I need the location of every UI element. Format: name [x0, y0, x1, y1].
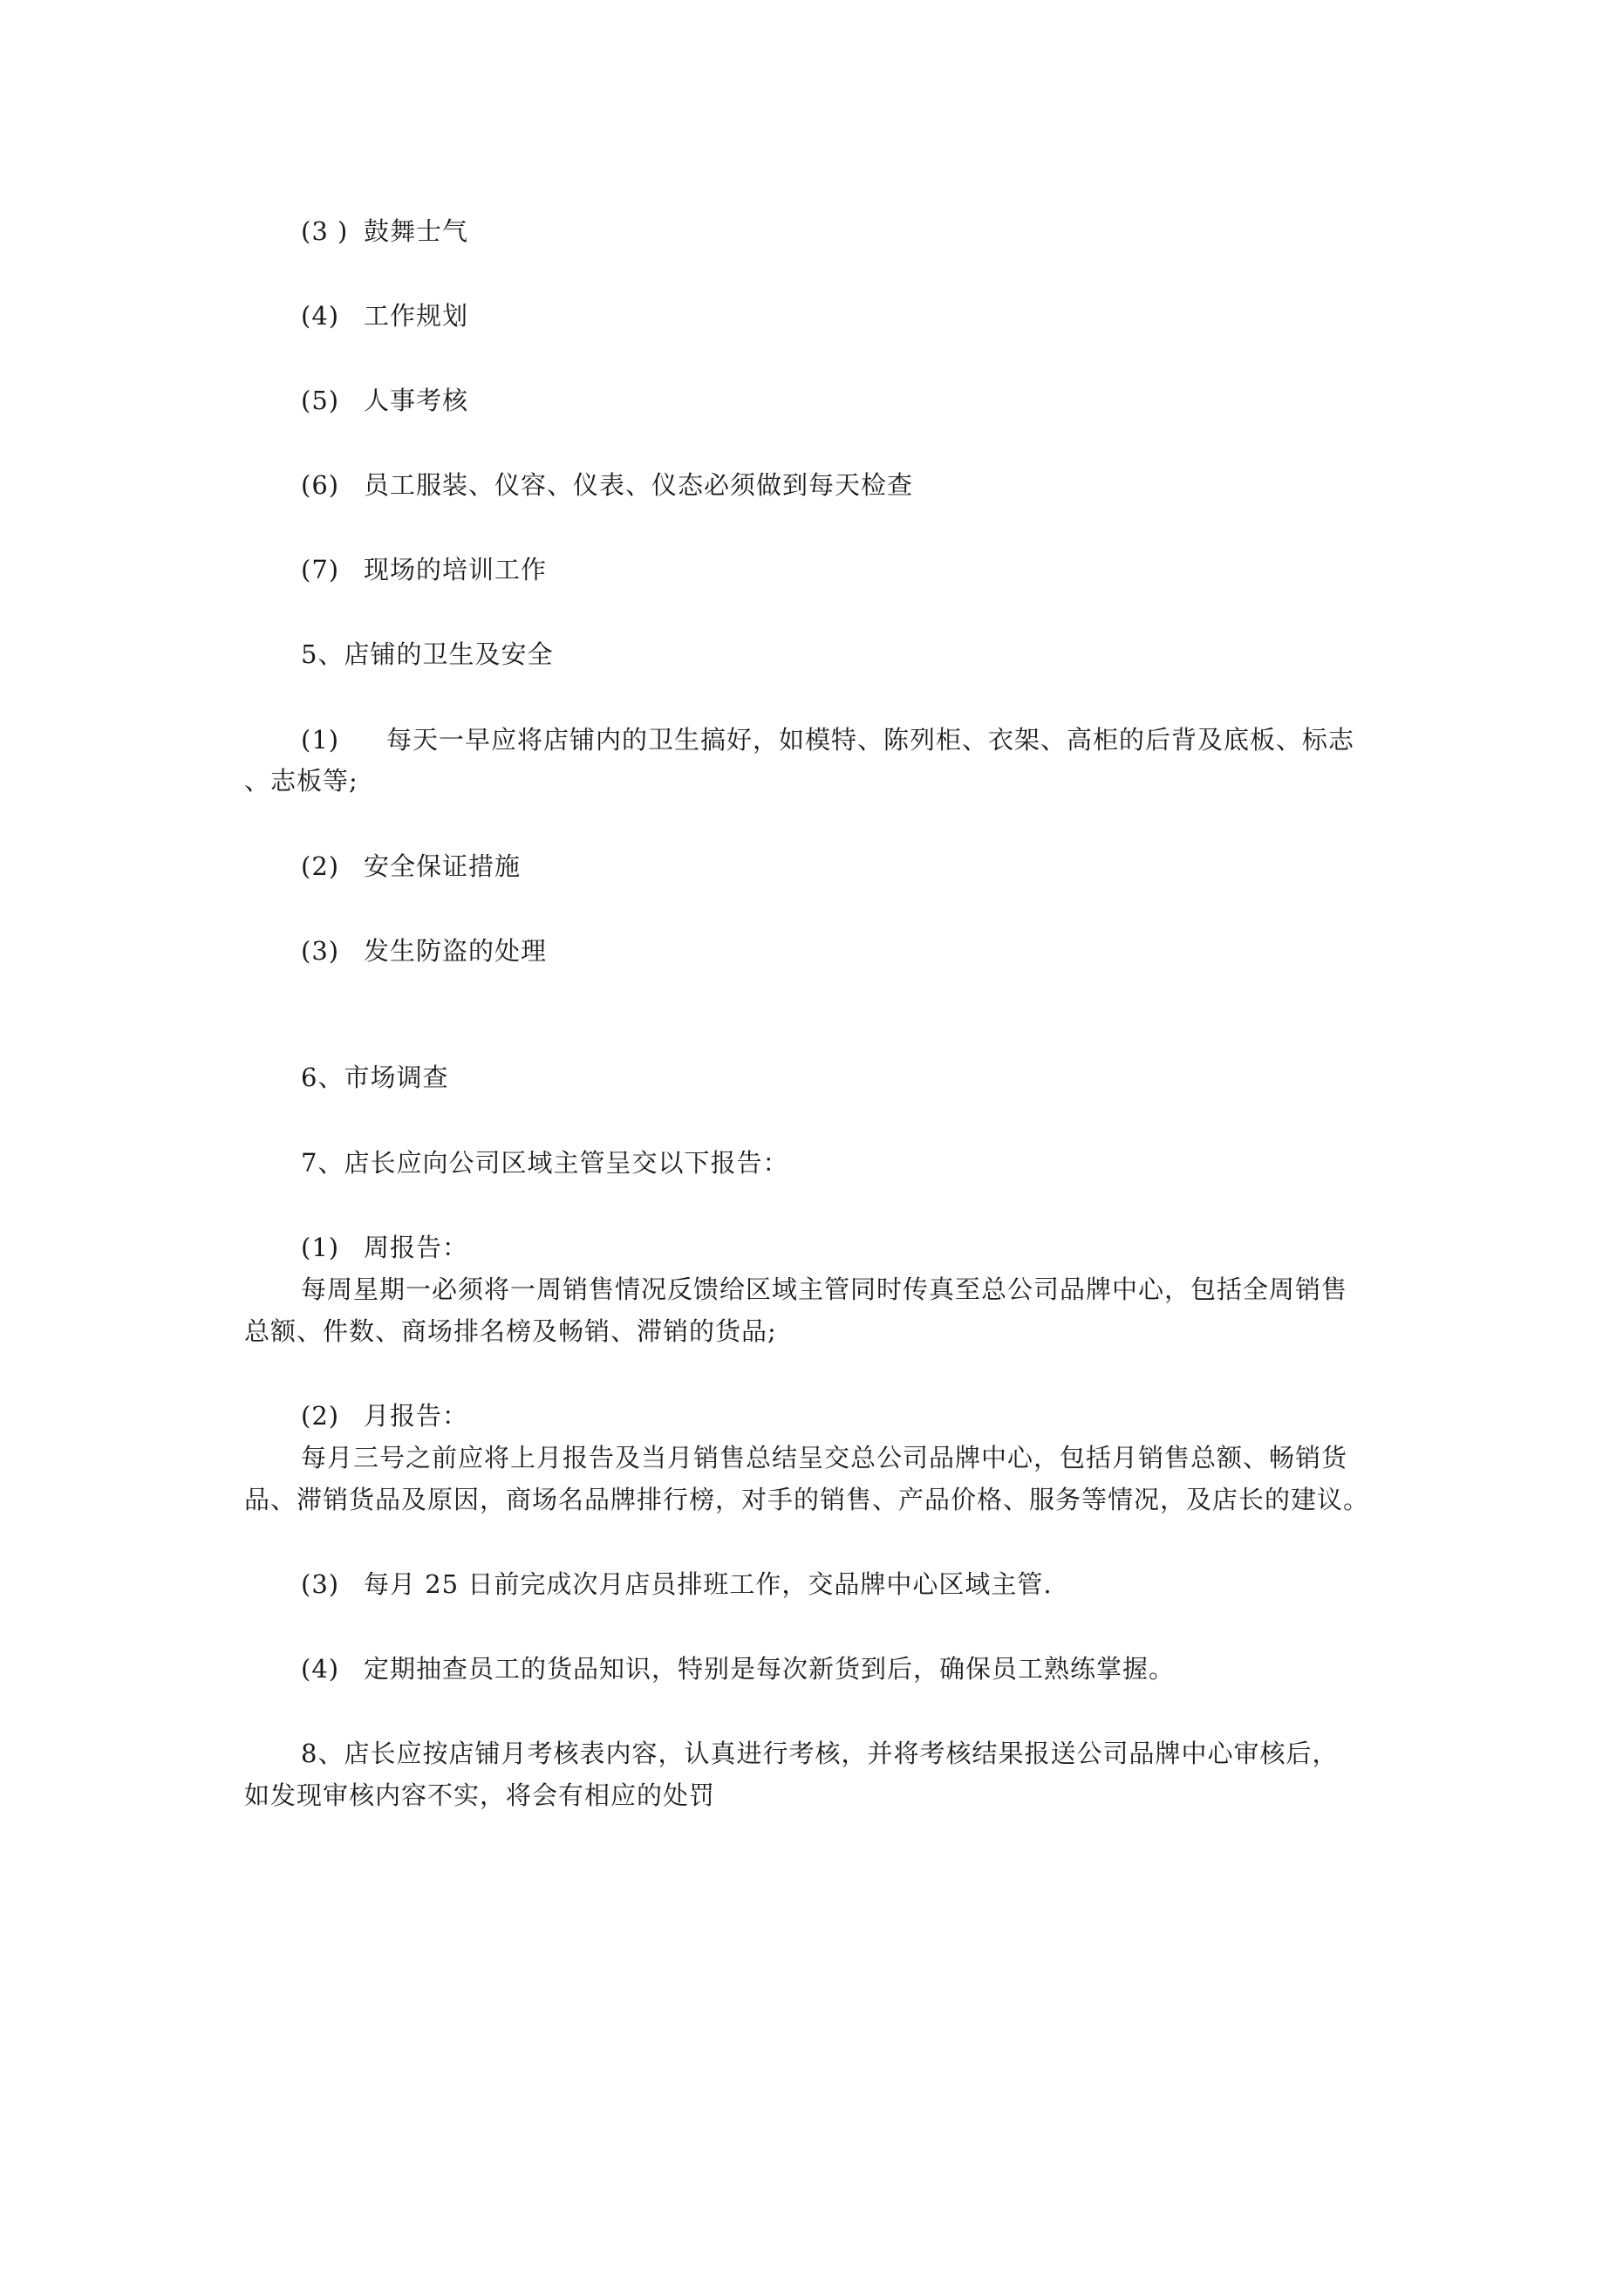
- item-text: 每天一早应将店铺内的卫生搞好，如模特、陈列柜、衣架、高柜的后背及底板、标志: [386, 725, 1355, 755]
- item-number: (3): [301, 1569, 340, 1599]
- paragraph-line: 如发现审核内容不实，将会有相应的处罚: [244, 1780, 716, 1810]
- list-item: [301, 1651, 1175, 1686]
- list-item: [301, 722, 1354, 757]
- item-text: 人事考核: [364, 386, 469, 415]
- item-number: (7): [301, 555, 340, 584]
- list-item: [301, 552, 547, 587]
- item-number: (3 ): [301, 216, 349, 246]
- item-title: 月报告：: [364, 1401, 469, 1431]
- item-number: (3): [301, 936, 340, 966]
- list-item: [301, 1398, 468, 1433]
- list-item: [301, 849, 521, 884]
- paragraph-line: 品、滞销货品及原因，商场名品牌排行榜，对手的销售、产品价格、服务等情况，及店长的建议。: [244, 1485, 1370, 1514]
- item-text: 安全保证措施: [364, 851, 522, 881]
- item-text: 定期抽查员工的货品知识，特别是每次新货到后，确保员工熟练掌握。: [364, 1654, 1176, 1684]
- item-number: (6): [301, 470, 340, 500]
- paragraph-line: 8、店长应按店铺月考核表内容，认真进行考核，并将考核结果报送公司品牌中心审核后，: [301, 1739, 1339, 1768]
- item-number: (4): [301, 301, 340, 331]
- item-text-continuation: 、志板等;: [244, 766, 358, 796]
- section-heading: 7、店长应向公司区域主管呈交以下报告：: [301, 1148, 789, 1178]
- item-title: 周报告：: [364, 1233, 469, 1262]
- item-text: 鼓舞士气: [364, 216, 469, 246]
- paragraph-line: 总额、件数、商场排名榜及畅销、滞销的货品;: [244, 1316, 777, 1346]
- list-item: [301, 1230, 468, 1265]
- list-item: [301, 933, 547, 968]
- section-heading: 5、店铺的卫生及安全: [301, 639, 554, 669]
- item-number: (2): [301, 1401, 340, 1431]
- item-text: 员工服装、仪容、仪表、仪态必须做到每天检查: [364, 470, 914, 500]
- list-item: [301, 298, 468, 333]
- section-heading: 6、市场调查: [301, 1063, 449, 1092]
- item-number: (4): [301, 1654, 340, 1684]
- list-item: [301, 214, 468, 249]
- item-text: 每月 25 日前完成次月店员排班工作，交品牌中心区域主管.: [364, 1569, 1053, 1599]
- item-number: (2): [301, 851, 340, 881]
- list-item: [301, 468, 913, 502]
- item-text: 现场的培训工作: [364, 555, 548, 584]
- list-item: [301, 383, 468, 418]
- paragraph-line: 每周星期一必须将一周销售情况反馈给区域主管同时传真至总公司品牌中心，包括全周销售: [301, 1274, 1348, 1304]
- item-number: (1): [301, 1233, 340, 1262]
- item-number: (5): [301, 386, 340, 415]
- paragraph-line: 每月三号之前应将上月报告及当月销售总结呈交总公司品牌中心，包括月销售总额、畅销货: [301, 1443, 1348, 1473]
- item-text: 发生防盗的处理: [364, 936, 548, 966]
- list-item: [301, 1567, 1053, 1602]
- item-number: (1): [301, 725, 340, 755]
- item-text: 工作规划: [364, 301, 469, 331]
